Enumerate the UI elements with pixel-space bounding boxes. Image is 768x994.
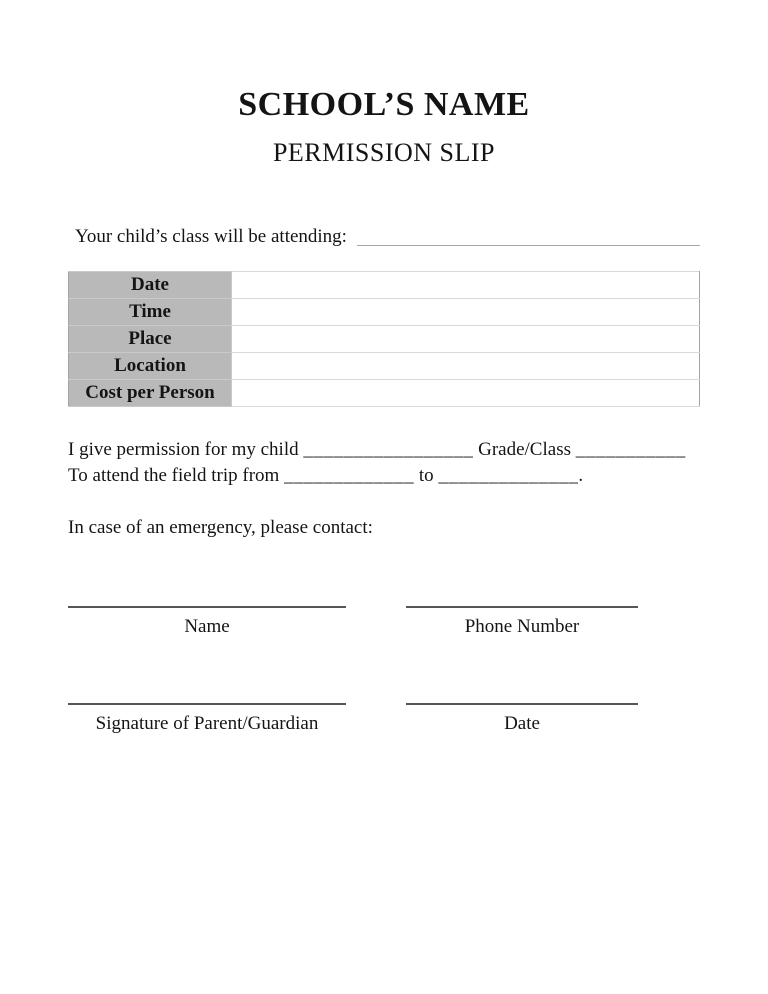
sentence-period: . [578,465,584,486]
permission-line2-text: To attend the field trip from [68,465,280,486]
attending-label: Your child’s class will be attending: [75,226,347,247]
date-label: Date [504,713,540,734]
row-value-date[interactable] [232,272,700,299]
row-value-place[interactable] [232,326,700,353]
table-row [69,272,700,299]
permission-statement [68,437,700,489]
row-header-date: Date [69,272,232,299]
grade-class-blank-field[interactable]: ___________ [575,439,686,460]
page-subtitle: PERMISSION SLIP [272,138,496,167]
to-label: to [418,465,434,486]
trip-from-blank-field[interactable]: _____________ [284,465,415,486]
signature-block [68,703,346,736]
name-block [68,606,346,639]
contact-signature-row [68,606,700,639]
emergency-contact-text: In case of an emergency, please contact: [68,517,373,538]
trip-details-table [68,271,700,407]
row-header-place: Place [69,326,232,353]
row-value-time[interactable] [232,299,700,326]
attending-row [68,224,700,249]
child-name-blank-field[interactable]: _________________ [303,439,474,460]
row-value-cost-per-person[interactable] [232,380,700,407]
table-row [69,380,700,407]
row-header-location: Location [69,353,232,380]
signature-of-parent-guardian-label: Signature of Parent/Guardian [95,713,319,734]
table-row [69,353,700,380]
permission-line1-text: I give permission for my child [68,439,299,460]
phone-number-label: Phone Number [464,616,580,637]
table-row [69,326,700,353]
grade-class-label: Grade/Class [478,439,571,460]
phone-block [406,606,638,639]
row-header-time: Time [69,299,232,326]
table-row [69,299,700,326]
parent-signature-row [68,703,700,736]
attending-blank-field[interactable] [357,225,700,246]
page-title: SCHOOL’S NAME [238,86,530,123]
row-header-cost-per-person: Cost per Person [69,380,232,407]
name-label: Name [184,616,230,637]
row-value-location[interactable] [232,353,700,380]
trip-to-blank-field[interactable]: ______________ [438,465,579,486]
date-block [406,703,638,736]
